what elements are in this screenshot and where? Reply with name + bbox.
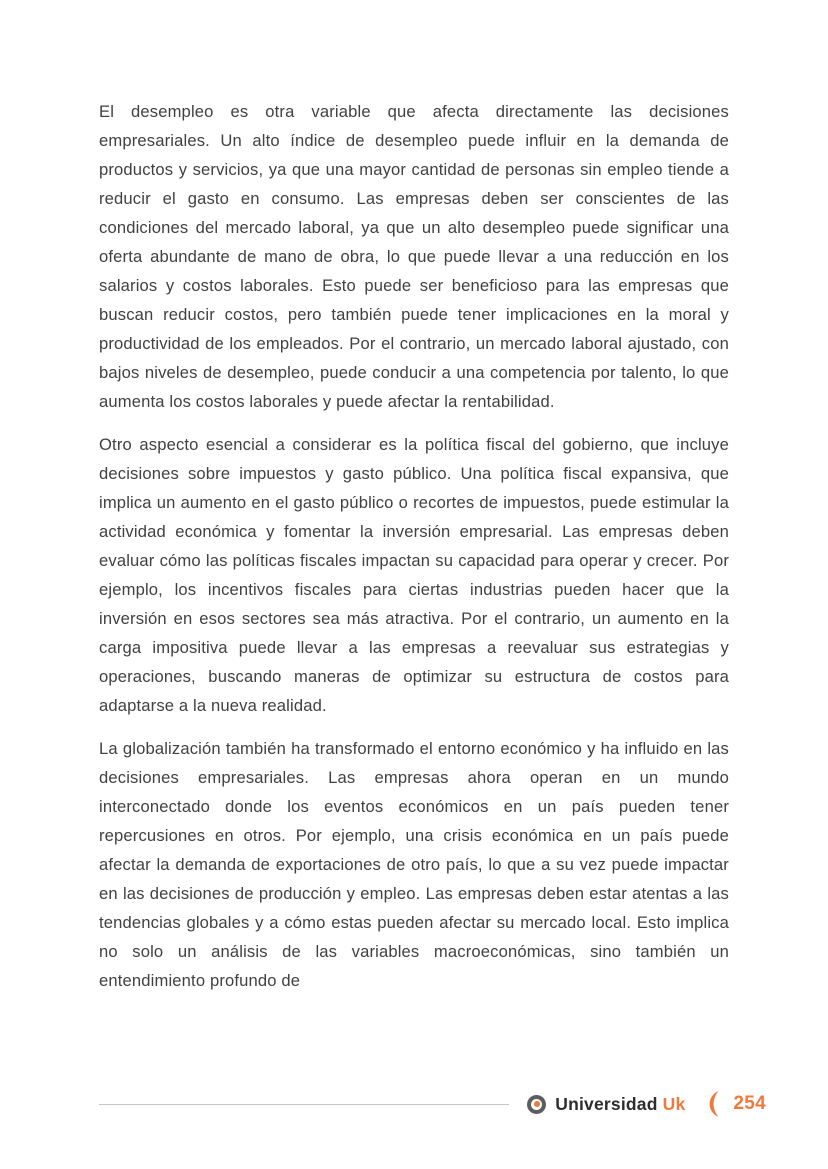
crescent-icon — [701, 1089, 723, 1119]
paragraph-globalization: La globalización también ha transformado el entorno económico y ha influido en las decisiones empresariales. Las empresas ahora operan en un mundo interconectado donde los eventos económicos en un país pueden tener repercusiones en otros. Por ejemplo, una crisis económica en un país puede afectar la demanda de exportaciones de otro país, lo que a su vez puede impactar en las decisiones de producción y empleo. Las empresas deben estar atentas a las tendencias globales y a cómo estas pueden afectar su mercado local. Esto implica no solo un análisis de las variables macroeconómicas, sino también un entendimiento profundo de — [99, 739, 729, 990]
page-body-text — [99, 97, 729, 1009]
target-circle-icon — [527, 1095, 546, 1114]
target-circle-dot — [534, 1101, 540, 1107]
footer-divider — [99, 1104, 509, 1105]
brand-name: Universidad — [555, 1093, 658, 1114]
paragraph-unemployment: El desempleo es otra variable que afecta directamente las decisiones empresariales. Un alto índice de desempleo puede influir en la demanda de productos y servicios, ya que una mayor cantidad de personas sin empleo tiende a reducir el gasto en consumo. Las empresas deben ser conscientes de las condiciones del mercado laboral, ya que un alto desempleo puede significar una oferta abundante de mano de obra, lo que puede llevar a una reducción en los salarios y costos laborales. Esto puede ser beneficioso para las empresas que buscan reducir costos, pero también puede tener implicaciones en la moral y productividad de los empleados. Por el contrario, un mercado laboral ajustado, con bajos niveles de desempleo, puede conducir a una competencia por talento, lo que aumenta los costos laborales y puede afectar la rentabilidad. — [99, 102, 729, 411]
paragraph-fiscal-policy: Otro aspecto esencial a considerar es la política fiscal del gobierno, que incluye decisiones sobre impuestos y gasto público. Una política fiscal expansiva, que implica un aumento en el gasto público o recortes de impuestos, puede estimular la actividad económica y fomentar la inversión empresarial. Las empresas deben evaluar cómo las políticas fiscales impactan su capacidad para operar y crecer. Por ejemplo, los incentivos fiscales para ciertas industrias pueden hacer que la inversión en esos sectores sea más atractiva. Por el contrario, un aumento en la carga impositiva puede llevar a las empresas a reevaluar sus estrategias y operaciones, buscando maneras de optimizar su estructura de costos para adaptarse a la nueva realidad. — [99, 435, 729, 715]
page-number: 254 — [733, 1093, 766, 1114]
brand-logo — [555, 1094, 685, 1115]
brand-suffix: Uk — [662, 1093, 686, 1114]
target-circle-ring — [531, 1099, 542, 1110]
page-footer — [99, 1091, 766, 1117]
